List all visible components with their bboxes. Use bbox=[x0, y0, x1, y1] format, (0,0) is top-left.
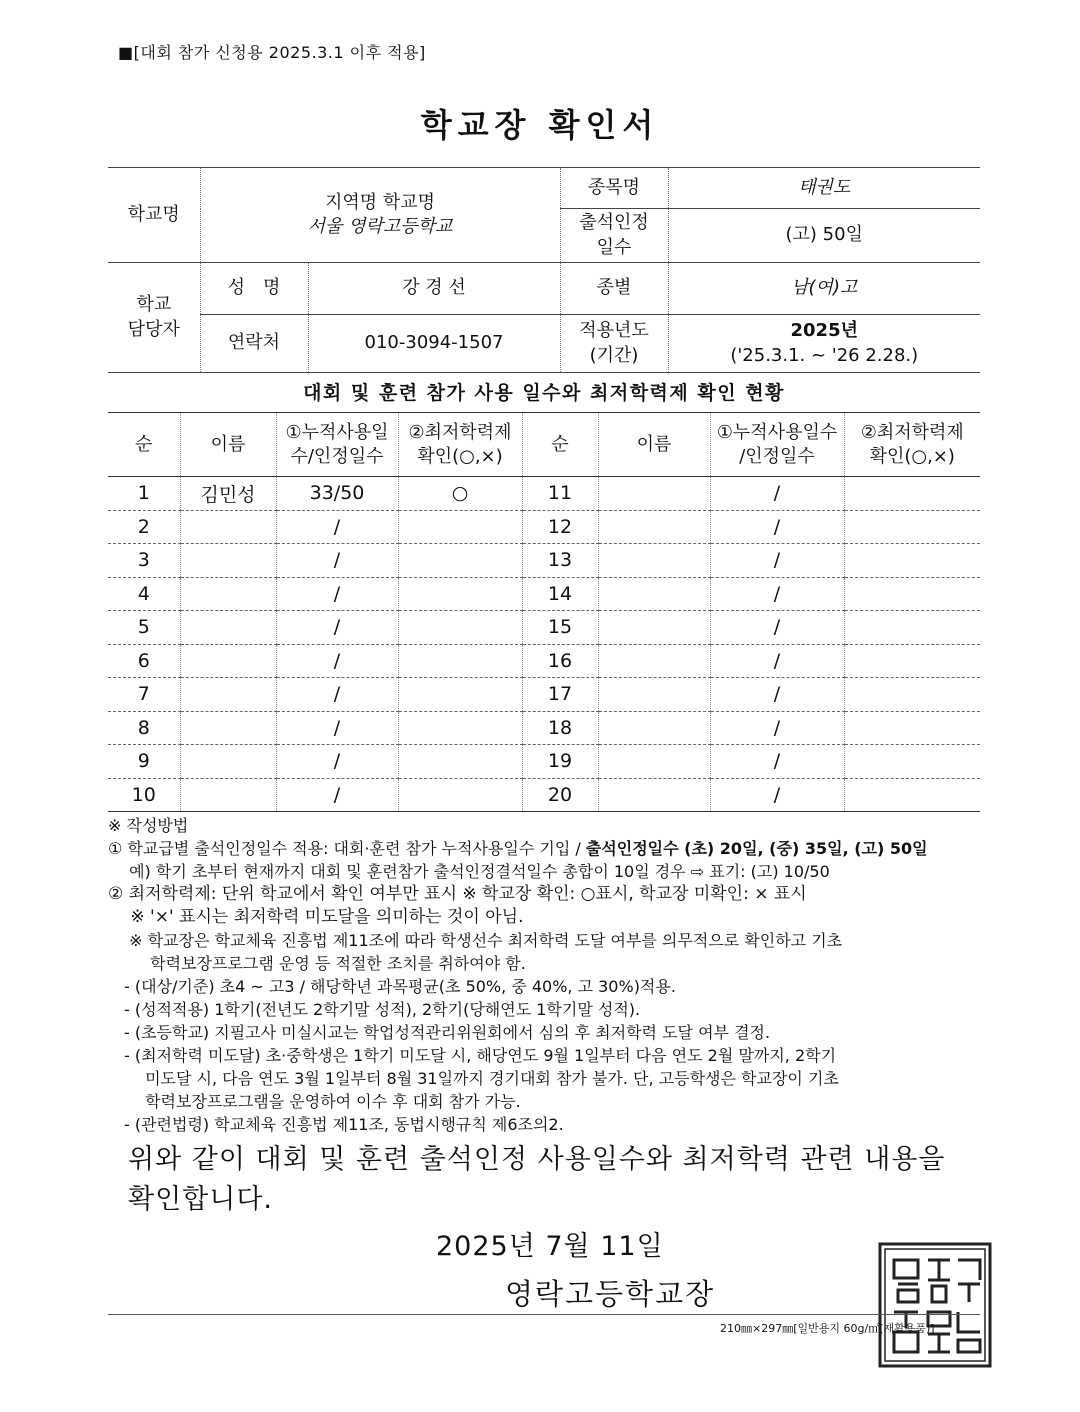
note-5: 학력보장프로그램 운영 등 적절한 조치를 취하여야 함. bbox=[108, 954, 526, 973]
row-days-right: / bbox=[710, 745, 844, 779]
table-row bbox=[108, 611, 980, 645]
note-3: ※ '×' 표시는 최저학력 미도달을 의미하는 것이 아님. bbox=[108, 907, 524, 927]
row-no-right: 17 bbox=[522, 678, 598, 712]
note-1 bbox=[108, 837, 988, 860]
table-row bbox=[108, 544, 980, 578]
row-min bbox=[398, 678, 522, 712]
row-no: 9 bbox=[108, 745, 180, 779]
contact-value: 010-3094-1507 bbox=[308, 315, 560, 373]
row-min-right bbox=[844, 477, 980, 511]
col-days-right bbox=[710, 413, 844, 477]
row-min bbox=[398, 745, 522, 779]
row-no: 3 bbox=[108, 544, 180, 578]
row-days: / bbox=[276, 510, 398, 544]
table-row bbox=[108, 745, 980, 779]
row-min bbox=[398, 711, 522, 745]
note-6: - (대상/기준) 초4 ~ 고3 / 해당학년 과목평균(초 50%, 중 40%, 고 30%)적용. bbox=[108, 977, 676, 996]
row-days-right: / bbox=[710, 778, 844, 812]
row-name bbox=[180, 745, 276, 779]
row-days: / bbox=[276, 778, 398, 812]
row-no: 5 bbox=[108, 611, 180, 645]
row-name bbox=[180, 644, 276, 678]
row-min-right bbox=[844, 778, 980, 812]
row-min bbox=[398, 611, 522, 645]
document-title: 학교장 확인서 bbox=[420, 106, 660, 144]
contact-label: 연락처 bbox=[200, 315, 308, 373]
row-min-right bbox=[844, 711, 980, 745]
row-name bbox=[180, 711, 276, 745]
row-no-right: 11 bbox=[522, 477, 598, 511]
row-no: 1 bbox=[108, 477, 180, 511]
row-min-right bbox=[844, 544, 980, 578]
attend-label-line2: 일수 bbox=[596, 236, 632, 258]
row-min bbox=[398, 577, 522, 611]
row-name-right bbox=[598, 510, 710, 544]
col-days-right-line2: /인정일수 bbox=[739, 445, 815, 467]
row-min: ○ bbox=[398, 477, 522, 511]
col-min bbox=[398, 413, 522, 477]
row-name-right bbox=[598, 778, 710, 812]
year-value-line1: 2025년 bbox=[790, 320, 858, 342]
table-row bbox=[108, 778, 980, 812]
note-7: - (성적적용) 1학기(전년도 2학기말 성적), 2학기(당해연도 1학기말 성적). bbox=[108, 1000, 641, 1019]
row-min bbox=[398, 644, 522, 678]
col-days bbox=[276, 413, 398, 477]
table-row bbox=[108, 510, 980, 544]
table-row bbox=[108, 577, 980, 611]
row-name bbox=[180, 611, 276, 645]
gender-label: 종별 bbox=[560, 263, 668, 315]
gender-value: 남(여)고 bbox=[668, 263, 980, 315]
row-name-right bbox=[598, 477, 710, 511]
row-name: 김민성 bbox=[180, 477, 276, 511]
school-name-cell bbox=[200, 168, 560, 263]
attend-label-line1: 출석인정 bbox=[579, 212, 649, 234]
year-label bbox=[560, 315, 668, 373]
row-name-right bbox=[598, 745, 710, 779]
row-name-right bbox=[598, 644, 710, 678]
table-row bbox=[108, 477, 980, 511]
row-no-right: 18 bbox=[522, 711, 598, 745]
name-value: 강 경 선 bbox=[308, 263, 560, 315]
col-days-line2: 수/인정일수 bbox=[290, 445, 384, 467]
row-name bbox=[180, 577, 276, 611]
row-no-right: 14 bbox=[522, 577, 598, 611]
table-row bbox=[108, 678, 980, 712]
principal-signature: 영락고등학교장 bbox=[505, 1277, 716, 1311]
note-11: 학력보장프로그램을 운영하여 이수 후 대회 참가 가능. bbox=[108, 1092, 521, 1111]
row-days-right: / bbox=[710, 577, 844, 611]
row-no: 6 bbox=[108, 644, 180, 678]
row-days: / bbox=[276, 678, 398, 712]
school-info-table bbox=[108, 167, 980, 373]
row-no-right: 16 bbox=[522, 644, 598, 678]
row-min-right bbox=[844, 510, 980, 544]
event-label: 종목명 bbox=[560, 168, 668, 209]
row-no: 7 bbox=[108, 678, 180, 712]
document-date: 2025년 7월 11일 bbox=[436, 1231, 664, 1262]
header-note: ■[대회 참가 신청용 2025.3.1 이후 적용] bbox=[118, 43, 426, 62]
row-name-right bbox=[598, 711, 710, 745]
attend-label bbox=[560, 209, 668, 263]
table-row bbox=[108, 711, 980, 745]
notes-heading: ※ 작성방법 bbox=[108, 816, 189, 835]
manager-label bbox=[108, 263, 200, 373]
manager-label-line1: 학교 bbox=[136, 294, 172, 316]
row-min-right bbox=[844, 644, 980, 678]
col-min-line2: 확인(○,×) bbox=[417, 445, 503, 467]
paper-size-note: 210㎜×297㎜[일반용지 60g/㎡(재활용품)] bbox=[720, 1322, 935, 1335]
note-1-text: ① 학교급별 출석인정일수 적용: 대회·훈련 참가 누적사용일수 기입 / bbox=[108, 839, 586, 858]
year-value-line2: ('25.3.1. ~ '26 2.28.) bbox=[730, 344, 919, 366]
note-1-bold: 출석인정일수 (초) 20일, (중) 35일, (고) 50일 bbox=[585, 839, 928, 858]
row-no: 8 bbox=[108, 711, 180, 745]
row-name bbox=[180, 544, 276, 578]
row-days: / bbox=[276, 611, 398, 645]
roster-subtitle: 대회 및 훈련 참가 사용 일수와 최저학력제 확인 현황 bbox=[303, 382, 785, 404]
row-no-right: 12 bbox=[522, 510, 598, 544]
col-min-right-line2: 확인(○,×) bbox=[869, 445, 955, 467]
col-min-right-line1: ②최저학력제 bbox=[860, 422, 964, 444]
row-days: / bbox=[276, 711, 398, 745]
attend-value: (고) 50일 bbox=[668, 209, 980, 263]
row-days-right: / bbox=[710, 544, 844, 578]
row-days-right: / bbox=[710, 644, 844, 678]
school-name-header: 지역명 학교명 bbox=[324, 191, 436, 213]
bottom-rule bbox=[108, 1314, 980, 1315]
note-8: - (초등학교) 지필고사 미실시교는 학업성적관리위원회에서 심의 후 최저학력 도달 여부 결정. bbox=[108, 1023, 771, 1042]
row-no: 2 bbox=[108, 510, 180, 544]
row-days: / bbox=[276, 644, 398, 678]
note-10: 미도달 시, 다음 연도 3월 1일부터 8월 31일까지 경기대회 참가 불가. 단, 고등학생은 학교장이 기초 bbox=[108, 1069, 839, 1088]
row-no-right: 20 bbox=[522, 778, 598, 812]
col-name: 이름 bbox=[180, 413, 276, 477]
row-name bbox=[180, 678, 276, 712]
col-no: 순 bbox=[108, 413, 180, 477]
row-name-right bbox=[598, 678, 710, 712]
event-value: 태권도 bbox=[668, 168, 980, 209]
row-min bbox=[398, 510, 522, 544]
row-days-right: / bbox=[710, 711, 844, 745]
note-4: ※ 학교장은 학교체육 진흥법 제11조에 따라 학생선수 최저학력 도달 여부를 의무적으로 확인하고 기초 bbox=[108, 931, 843, 950]
row-days-right: / bbox=[710, 678, 844, 712]
row-days-right: / bbox=[710, 611, 844, 645]
row-min-right bbox=[844, 611, 980, 645]
col-min-right bbox=[844, 413, 980, 477]
school-label: 학교명 bbox=[108, 168, 200, 263]
confirmation-text: 위와 같이 대회 및 훈련 출석인정 사용일수와 최저학력 관련 내용을 확인합니다. bbox=[128, 1144, 946, 1215]
row-days-right: / bbox=[710, 510, 844, 544]
manager-label-line2: 담당자 bbox=[127, 318, 180, 340]
row-days: / bbox=[276, 745, 398, 779]
roster-table bbox=[108, 412, 980, 812]
row-min-right bbox=[844, 745, 980, 779]
row-name-right bbox=[598, 577, 710, 611]
row-name bbox=[180, 510, 276, 544]
col-name-right: 이름 bbox=[598, 413, 710, 477]
row-min-right bbox=[844, 678, 980, 712]
row-min-right bbox=[844, 577, 980, 611]
row-min bbox=[398, 544, 522, 578]
table-row bbox=[108, 644, 980, 678]
note-2: ② 최저학력제: 단위 학교에서 확인 여부만 표시 ※ 학교장 확인: ○표시, 학교장 미확인: × 표시 bbox=[108, 884, 807, 904]
row-min bbox=[398, 778, 522, 812]
row-name bbox=[180, 778, 276, 812]
year-value bbox=[668, 315, 980, 373]
note-12: - (관련법령) 학교체육 진흥법 제11조, 동법시행규칙 제6조의2. bbox=[108, 1115, 564, 1134]
row-name-right bbox=[598, 544, 710, 578]
row-days-right: / bbox=[710, 477, 844, 511]
row-days: / bbox=[276, 577, 398, 611]
school-name-value: 서울 영락고등학교 bbox=[307, 216, 453, 237]
row-name-right bbox=[598, 611, 710, 645]
row-no-right: 19 bbox=[522, 745, 598, 779]
row-days: 33/50 bbox=[276, 477, 398, 511]
row-no-right: 15 bbox=[522, 611, 598, 645]
col-days-right-line1: ①누적사용일수 bbox=[716, 422, 838, 444]
name-label: 성 명 bbox=[200, 263, 308, 315]
note-9: - (최저학력 미도달) 초·중학생은 1학기 미도달 시, 해당연도 9월 1일부터 다음 연도 2월 말까지, 2학기 bbox=[108, 1046, 837, 1065]
row-no-right: 13 bbox=[522, 544, 598, 578]
row-no: 4 bbox=[108, 577, 180, 611]
col-days-line1: ①누적사용일 bbox=[285, 422, 389, 444]
row-no: 10 bbox=[108, 778, 180, 812]
row-days: / bbox=[276, 544, 398, 578]
note-1-example: 예) 학기 초부터 현재까지 대회 및 훈련참가 출석인정결석일수 총합이 10일 경우 ⇨ 표기: (고) 10/50 bbox=[108, 862, 830, 881]
col-no-right: 순 bbox=[522, 413, 598, 477]
official-seal-stamp bbox=[876, 1240, 994, 1370]
notes-section bbox=[108, 814, 988, 1136]
col-min-line1: ②최저학력제 bbox=[408, 422, 512, 444]
year-label-line1: 적용년도 bbox=[579, 320, 649, 342]
year-label-line2: (기간) bbox=[589, 344, 639, 366]
